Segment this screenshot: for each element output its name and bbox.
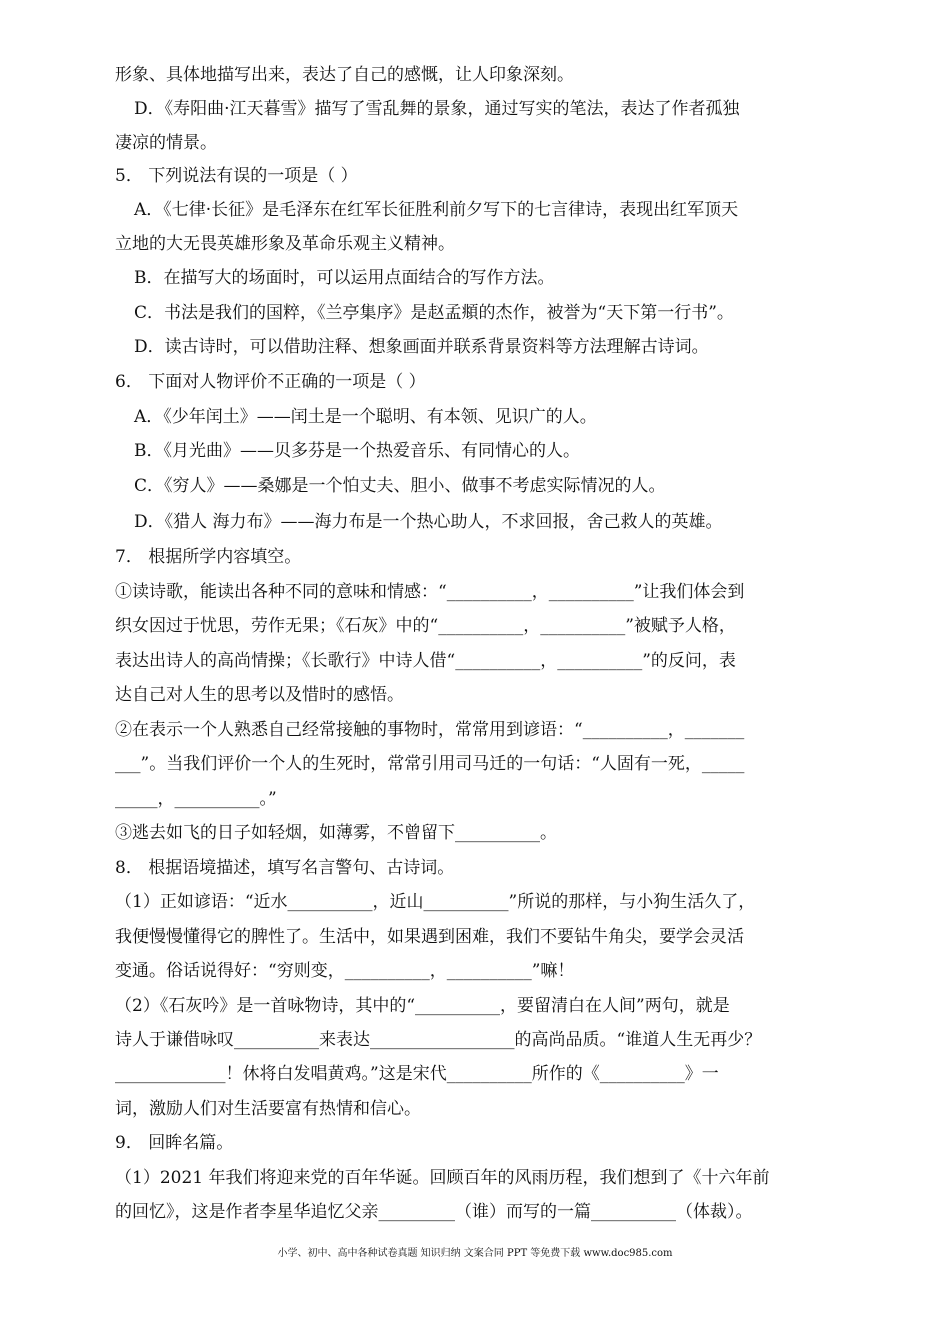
fill-blank-line: ③逃去如飞的日子如轻烟，如薄雾，不曾留下__________。 <box>115 823 557 843</box>
fill-blank-line: _____________！休将白发唱黄鸡。”这是宋代__________所作的《__________》一 <box>115 1064 719 1084</box>
text-line: D．《寿阳曲·江天暮雪》描写了雪乱舞的景象，通过写实的笔法，表达了作者孤独 <box>134 99 740 119</box>
option-b: B．在描写大的场面时，可以运用点面结合的写作方法。 <box>134 268 555 288</box>
text-line: 形象、具体地描写出来，表达了自己的感慨，让人印象深刻。 <box>115 65 574 85</box>
fill-blank-line: ②在表示一个人熟悉自己经常接触的事物时，常常用到谚语：“__________，_______ <box>115 720 745 740</box>
option-b: B．《月光曲》——贝多芬是一个热爱音乐、有同情心的人。 <box>134 441 580 461</box>
text-line: 凄凉的情景。 <box>115 133 217 153</box>
option-a: A．《七律·长征》是毛泽东在红军长征胜利前夕写下的七言律诗，表现出红军顶天 <box>134 200 739 220</box>
question-6-stem: 6． 下面对人物评价不正确的一项是（ ） <box>115 372 426 392</box>
question-5-stem: 5． 下列说法有误的一项是（ ） <box>115 166 358 186</box>
fill-blank-line: ___”。当我们评价一个人的生死时，常常引用司马迁的一句话：“人固有一死，_____ <box>115 754 745 774</box>
option-a: A．《少年闰土》——闰土是一个聪明、有本领、见识广的人。 <box>134 407 597 427</box>
question-9-stem: 9． 回眸名篇。 <box>115 1133 234 1153</box>
option-d: D．《猎人 海力布》——海力布是一个热心助人，不求回报，舍己救人的英雄。 <box>134 512 723 532</box>
fill-blank-line: ①读诗歌，能读出各种不同的意味和情感：“__________，__________”让我们体会到 <box>115 582 745 602</box>
question-8-stem: 8． 根据语境描述，填写名言警句、古诗词。 <box>115 858 455 878</box>
text-line: 立地的大无畏英雄形象及革命乐观主义精神。 <box>115 234 455 254</box>
fill-blank-line: 诗人于谦借咏叹__________来表达_________________的高尚品质。“谁道人生无再少？ <box>115 1030 762 1050</box>
fill-blank-line: 表达出诗人的高尚情操；《长歌行》中诗人借“__________，__________”的反问，表 <box>115 651 736 671</box>
text-line: 达自己对人生的思考以及惜时的感悟。 <box>115 685 404 705</box>
fill-blank-line: 变通。俗话说得好：“穷则变，__________，__________”嘛！ <box>115 961 575 981</box>
option-d: D．读古诗时，可以借助注释、想象画面并联系背景资料等方法理解古诗词。 <box>134 337 709 357</box>
text-line: 我便慢慢懂得它的脾性了。生活中，如果遇到困难，我们不要钻牛角尖，要学会灵活 <box>115 927 744 947</box>
fill-blank-line: （2）《石灰吟》是一首咏物诗，其中的“__________，要留清白在人间”两句，就是 <box>115 996 730 1016</box>
text-line: 词，激励人们对生活要富有热情和信心。 <box>115 1099 421 1119</box>
option-c: C．《穷人》——桑娜是一个怕丈夫、胆小、做事不考虑实际情况的人。 <box>134 476 666 496</box>
page-footer: 小学、初中、高中各种试卷真题 知识归纳 文案合同 PPT 等免费下载 www.doc985.com <box>277 1248 673 1259</box>
fill-blank-line: 的回忆》，这是作者李星华追忆父亲_________（谁）而写的一篇__________（体裁）。 <box>115 1202 753 1222</box>
fill-blank-line: 织女因过于忧思，劳作无果；《石灰》中的“__________，__________”被赋予人格， <box>115 616 736 636</box>
fill-blank-line: （1）正如谚语：“近水__________，近山__________”所说的那样，与小狗生活久了， <box>115 892 756 912</box>
text-line: （1）2021 年我们将迎来党的百年华诞。回顾百年的风雨历程，我们想到了《十六年前 <box>115 1168 770 1188</box>
question-7-stem: 7． 根据所学内容填空。 <box>115 547 302 567</box>
option-c: C．书法是我们的国粹，《兰亭集序》是赵孟頫的杰作，被誉为“天下第一行书”。 <box>134 303 734 323</box>
fill-blank-line: _____，__________。” <box>115 789 277 809</box>
